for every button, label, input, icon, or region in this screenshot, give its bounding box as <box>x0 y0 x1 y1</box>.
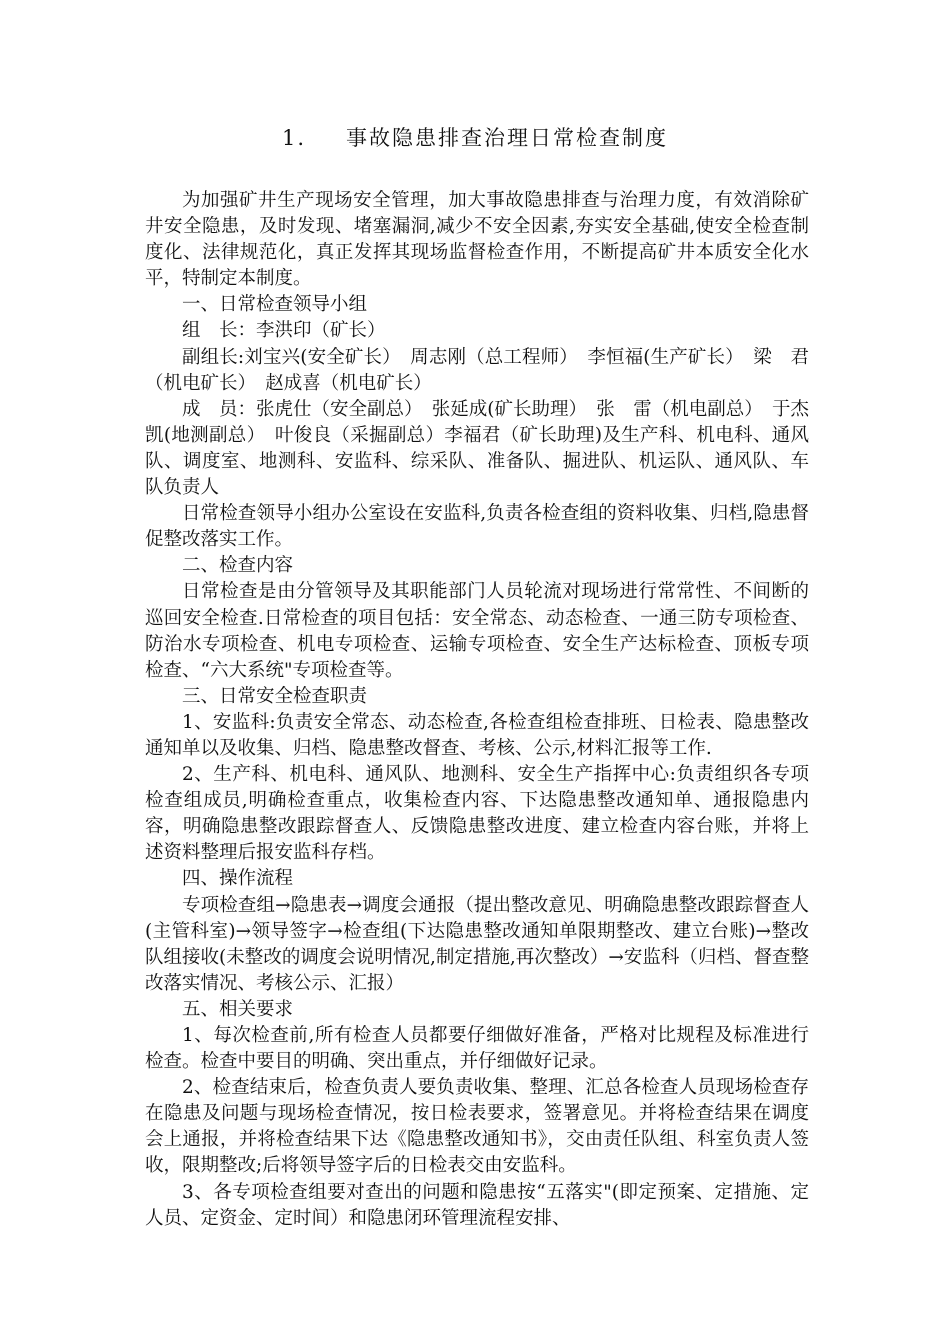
section-heading-4: 四、操作流程 <box>182 868 294 890</box>
document-title <box>0 124 950 152</box>
inspection-content-paragraph: 日常检查是由分管领导及其职能部门人员轮流对现场进行常常性、不间断的巡回安全检查.日常检查的项目包括：安全常态、动态检查、一通三防专项检查、防治水专项检查、机电专项检查、运输专项检查、安全生产达标检查、顶板专项检查、“六大系统"专项检查等。 <box>145 581 809 681</box>
section-heading-2: 二、检查内容 <box>182 555 294 577</box>
duty-paragraph-1: 1、安监科:负责安全常态、动态检查,各检查组检查排班、日检表、隐患整改通知单以及收集、归档、隐患整改督查、考核、公示,材料汇报等工作. <box>145 711 809 759</box>
document-body <box>145 188 809 1232</box>
title-text: 事故隐患排查治理日常检查制度 <box>346 126 669 150</box>
intro-paragraph: 为加强矿井生产现场安全管理，加大事故隐患排查与治理力度，有效消除矿井安全隐患，及时发现、堵塞漏洞,减少不安全因素,夯实安全基础,使安全检查制度化、法律规范化，真正发挥其现场监督检查作用，不断提高矿井本质安全化水平，特制定本制度。 <box>145 190 809 290</box>
section-heading-1: 一、日常检查领导小组 <box>182 294 368 316</box>
leader-line: 组 长：李洪印（矿长） <box>182 320 386 342</box>
deputy-leaders-paragraph: 副组长:刘宝兴(安全矿长） 周志刚（总工程师） 李恒福(生产矿长） 梁 君（机电矿长） 赵成喜（机电矿长） <box>145 346 809 394</box>
title-number: 1. <box>281 126 307 150</box>
section-heading-3: 三、日常安全检查职责 <box>182 685 368 707</box>
process-paragraph: 专项检查组→隐患表→调度会通报（提出整改意见、明确隐患整改跟踪督查人(主管科室)→领导签字→检查组(下达隐患整改通知单限期整改、建立台账)→整改队组接收(未整改的调度会说明情况,制定措施,再次整改）→安监科（归档、督查整改落实情况、考核公示、汇报） <box>145 894 809 994</box>
section-heading-5: 五、相关要求 <box>182 998 294 1020</box>
office-paragraph: 日常检查领导小组办公室设在安监科,负责各检查组的资料收集、归档,隐患督促整改落实工作。 <box>145 503 809 551</box>
requirement-paragraph-2: 2、检查结束后，检查负责人要负责收集、整理、汇总各检查人员现场检查存在隐患及问题与现场检查情况，按日检表要求，签署意见。并将检查结果在调度会上通报，并将检查结果下达《隐患整改通知书》，交由责任队组、科室负责人签收，限期整改;后将领导签字后的日检表交由安监科。 <box>145 1077 809 1177</box>
members-paragraph: 成 员：张虎仕（安全副总） 张延成(矿长助理） 张 雷（机电副总） 于杰凯(地测副总） 叶俊良（采掘副总）李福君（矿长助理)及生产科、机电科、通风队、调度室、地测科、安监科、综采队、准备队、掘进队、机运队、通风队、车队负责人 <box>145 398 809 499</box>
duty-paragraph-2: 2、生产科、机电科、通风队、地测科、安全生产指挥中心:负责组织各专项检查组成员,明确检查重点，收集检查内容、下达隐患整改通知单、通报隐患内容，明确隐患整改跟踪督查人、反馈隐患整改进度、建立检查内容台账，并将上述资料整理后报安监科存档。 <box>145 764 809 864</box>
requirement-paragraph-1: 1、每次检查前,所有检查人员都要仔细做好准备，严格对比规程及标准进行检查。检查中要目的明确、突出重点，并仔细做好记录。 <box>145 1025 809 1073</box>
requirement-paragraph-3: 3、各专项检查组要对查出的问题和隐患按“五落实"(即定预案、定措施、定人员、定资金、定时间）和隐患闭环管理流程安排、 <box>145 1181 809 1229</box>
